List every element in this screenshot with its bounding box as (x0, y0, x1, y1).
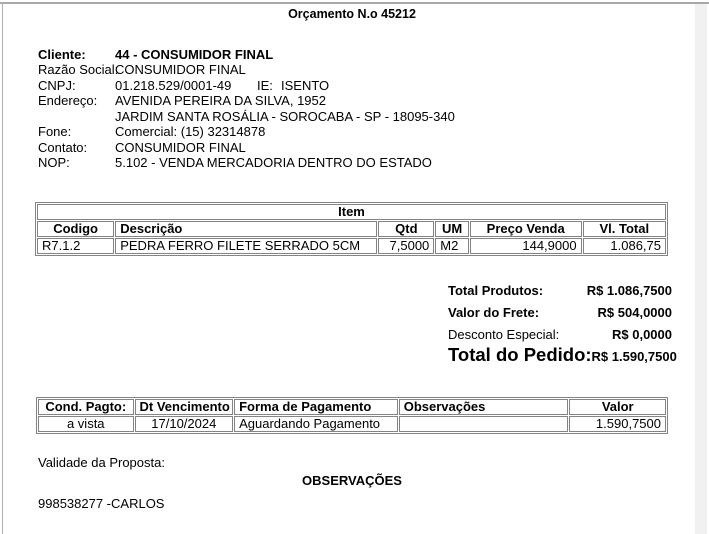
desconto-especial-value: R$ 0,0000 (612, 327, 672, 342)
payment-valor: 1.590,7500 (569, 416, 666, 432)
total-produtos-value: R$ 1.086,7500 (586, 283, 672, 298)
cnpj-value: 01.218.529/0001-49 (115, 78, 232, 93)
nop-value: 5.102 - VENDA MERCADORIA DENTRO DO ESTADO (115, 155, 432, 170)
nop-line (0, 155, 690, 171)
endereco-label: Endereço: (38, 93, 98, 108)
payment-table (36, 397, 668, 434)
validity-label: Validade da Proposta: (38, 455, 165, 470)
item-table-group-header: Item (37, 204, 666, 220)
contato-label: Contato: (38, 140, 88, 155)
item-um: M2 (435, 238, 469, 254)
col-header-dt-vencimento: Dt Vencimento (135, 399, 234, 415)
item-row (37, 238, 666, 254)
client-line (0, 47, 690, 63)
col-header-um: UM (435, 221, 469, 237)
payment-dt-vencimento: 17/10/2024 (135, 416, 234, 432)
endereco-value-2: JARDIM SANTA ROSÁLIA - SOROCABA - SP - 18095-340 (115, 109, 455, 124)
item-descricao: PEDRA FERRO FILETE SERRADO 5CM (115, 238, 377, 254)
fone-label: Fone: (38, 124, 72, 139)
razao-social-line (0, 62, 690, 78)
ie-value: ISENTO (281, 78, 330, 93)
endereco-line-2 (0, 109, 690, 125)
client-value: 44 - CONSUMIDOR FINAL (115, 47, 274, 62)
item-qtd: 7,5000 (378, 238, 434, 254)
desconto-especial-row (448, 327, 672, 342)
seller-info: 998538277 -CARLOS (38, 496, 165, 511)
observations-title: OBSERVAÇÕES (302, 473, 402, 488)
col-header-qtd: Qtd (378, 221, 434, 237)
ie-label: IE: (257, 78, 273, 93)
col-header-observacoes: Observações (399, 399, 569, 415)
item-preco-venda: 144,9000 (470, 238, 582, 254)
payment-forma-pagamento: Aguardando Pagamento (234, 416, 398, 432)
document-title: Orçamento N.o 45212 (288, 7, 416, 21)
contato-line (0, 140, 690, 156)
col-header-codigo: Codigo (37, 221, 114, 237)
cnpj-label: CNPJ: (38, 78, 76, 93)
contato-value: CONSUMIDOR FINAL (115, 140, 246, 155)
item-table (35, 202, 668, 256)
total-produtos-label: Total Produtos: (448, 283, 544, 298)
col-header-cond-pagto: Cond. Pagto: (38, 399, 134, 415)
valor-frete-value: R$ 504,0000 (597, 305, 672, 320)
col-header-descricao: Descrição (115, 221, 377, 237)
payment-row (38, 416, 666, 432)
cnpj-line (0, 78, 690, 94)
valor-frete-row (448, 305, 672, 320)
payment-cond-pagto: a vista (38, 416, 134, 432)
col-header-preco-venda: Preço Venda (470, 221, 582, 237)
col-header-vl-total: Vl. Total (583, 221, 666, 237)
razao-social-label: Razão Social: (38, 62, 119, 77)
payment-observacoes (399, 416, 569, 432)
right-gutter (695, 4, 707, 534)
total-produtos-row (448, 283, 672, 298)
endereco-value: AVENIDA PEREIRA DA SILVA, 1952 (115, 93, 326, 108)
total-pedido-row (448, 344, 677, 366)
fone-line (0, 124, 690, 140)
nop-label: NOP: (38, 155, 70, 170)
item-vl-total: 1.086,75 (583, 238, 666, 254)
total-pedido-label: Total do Pedido: (448, 344, 592, 365)
fone-value: Comercial: (15) 32314878 (115, 124, 266, 139)
razao-social-value: CONSUMIDOR FINAL (115, 62, 246, 77)
col-header-forma-pagamento: Forma de Pagamento (234, 399, 398, 415)
total-pedido-value: R$ 1.590,7500 (591, 349, 677, 364)
desconto-especial-label: Desconto Especial: (448, 327, 560, 342)
item-codigo: R7.1.2 (37, 238, 114, 254)
client-label: Cliente: (38, 47, 86, 62)
col-header-valor: Valor (569, 399, 666, 415)
page-top-border (0, 2, 709, 4)
valor-frete-label: Valor do Frete: (448, 305, 540, 320)
endereco-line (0, 93, 690, 109)
